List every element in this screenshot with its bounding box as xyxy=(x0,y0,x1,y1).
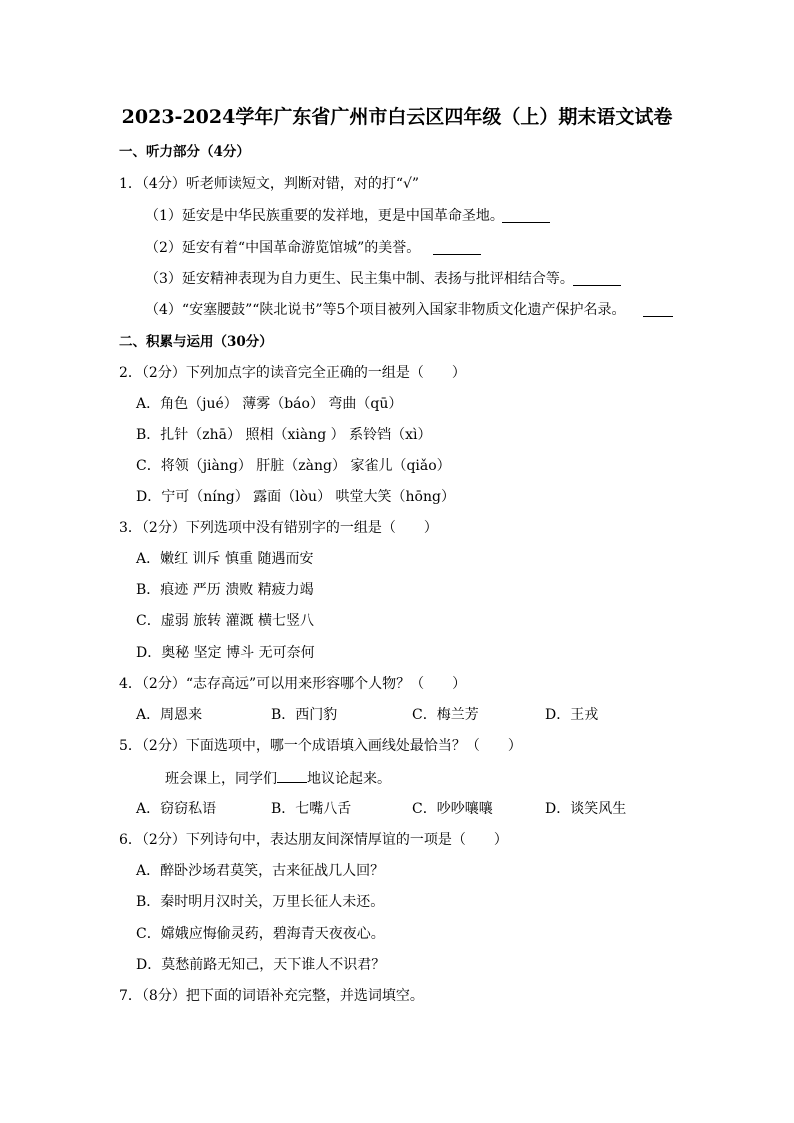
question-4-option-d[interactable]: D．王戎 xyxy=(545,707,599,723)
question-5-stem: 5．（2分）下面选项中，哪一个成语填入画线处最恰当？（ ） xyxy=(119,738,522,754)
question-1-item-2: （2）延安有着“中国革命游览馆城”的美誉。 xyxy=(145,240,421,256)
answer-blank[interactable] xyxy=(643,316,673,317)
question-4-options xyxy=(136,706,636,724)
page-title: 2023-2024学年广东省广州市白云区四年级（上）期末语文试卷 xyxy=(121,106,673,128)
question-4-stem: 4．（2分）“志存高远”可以用来形容哪个人物？（ ） xyxy=(119,676,467,692)
question-2-stem: 2．（2分）下列加点字的读音完全正确的一组是（ ） xyxy=(119,365,466,381)
section-heading-listening: 一、听力部分（4分） xyxy=(119,144,250,160)
question-5-option-b[interactable]: B．七嘴八舌 xyxy=(271,801,352,817)
question-1-item-4: （4）“安塞腰鼓”“陕北说书”等5个项目被列入国家非物质文化遗产保护名录。 xyxy=(145,302,626,318)
question-7-stem: 7．（8分）把下面的词语补充完整，并选词填空。 xyxy=(119,988,424,1004)
question-2-option-d[interactable]: D．宁可（níng） 露面（lòu） 哄堂大笑（hōng） xyxy=(136,489,455,505)
question-3-stem: 3．（2分）下列选项中没有错别字的一组是（ ） xyxy=(119,520,438,536)
question-3-option-d[interactable]: D．奥秘 坚定 博斗 无可奈何 xyxy=(136,645,315,661)
question-6-option-c[interactable]: C．嫦娥应悔偷灵药，碧海青天夜夜心。 xyxy=(136,926,385,942)
question-3-option-b[interactable]: B．痕迹 严历 溃败 精疲力竭 xyxy=(136,582,314,598)
question-3-option-a[interactable]: A．嫩红 训斥 慎重 随遇而安 xyxy=(136,551,314,567)
section-heading-accumulation: 二、积累与运用（30分） xyxy=(119,334,273,350)
question-2-option-b[interactable]: B．扎针（zhā） 照相（xiàng ） 系铃铛（xì） xyxy=(136,427,432,443)
question-1-item-3: （3）延安精神表现为自力更生、民主集中制、表扬与批评相结合等。 xyxy=(145,271,574,287)
answer-blank[interactable] xyxy=(433,254,481,255)
question-6-option-d[interactable]: D．莫愁前路无知己，天下谁人不识君？ xyxy=(136,957,386,973)
question-5-option-d[interactable]: D．谈笑风生 xyxy=(545,801,627,817)
question-5-sentence-before: 班会课上，同学们 xyxy=(165,771,277,787)
answer-blank[interactable] xyxy=(573,285,621,286)
question-2-option-c[interactable]: C．将领（jiàng） 肝脏（zàng） 家雀儿（qiǎo） xyxy=(136,458,451,474)
question-5-option-a[interactable]: A．窃窃私语 xyxy=(136,801,217,817)
question-6-option-a[interactable]: A．醉卧沙场君莫笑，古来征战几人回？ xyxy=(136,863,385,879)
question-1-stem: 1．（4分）听老师读短文，判断对错，对的打“√” xyxy=(119,176,420,192)
question-1-item-1: （1）延安是中华民族重要的发祥地，更是中国革命圣地。 xyxy=(145,208,504,224)
question-5-sentence-after: 地议论起来。 xyxy=(307,771,391,787)
question-5-fill-blank[interactable] xyxy=(277,768,307,783)
question-4-option-b[interactable]: B．西门豹 xyxy=(271,707,338,723)
question-5-sentence xyxy=(165,768,391,788)
question-2-option-a[interactable]: A．角色（jué） 薄雾（báo） 弯曲（qū） xyxy=(136,396,403,412)
question-5-option-c[interactable]: C．吵吵嚷嚷 xyxy=(412,801,493,817)
question-6-stem: 6．（2分）下列诗句中，表达朋友间深情厚谊的一项是（ ） xyxy=(119,832,508,848)
answer-blank[interactable] xyxy=(502,222,550,223)
question-4-option-a[interactable]: A．周恩来 xyxy=(136,707,203,723)
question-5-options xyxy=(136,800,636,818)
question-6-option-b[interactable]: B．秦时明月汉时关，万里长征人未还。 xyxy=(136,894,385,910)
question-4-option-c[interactable]: C．梅兰芳 xyxy=(412,707,479,723)
question-3-option-c[interactable]: C．虚弱 旅转 灌溉 横七竖八 xyxy=(136,613,315,629)
